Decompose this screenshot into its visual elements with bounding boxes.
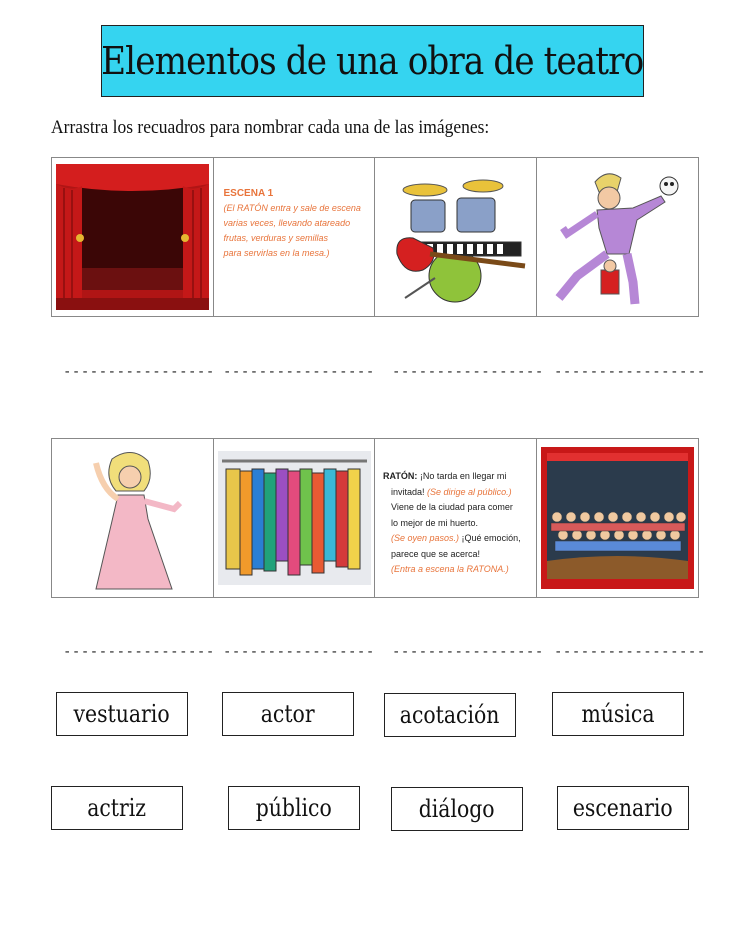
dialog-line: lo mejor de mi huerto. <box>391 517 479 528</box>
scene-text-cell <box>214 158 376 316</box>
word-tile-label: actriz <box>87 794 147 822</box>
image-row-2 <box>51 438 699 598</box>
dialog-line: Viene de la ciudad para comer <box>391 502 513 512</box>
stage-direction: (Entra a escena la RATONA.) <box>391 564 509 574</box>
dialog-text <box>383 469 521 578</box>
word-tile-label: actor <box>261 700 315 728</box>
word-tile-label: público <box>255 794 333 822</box>
image-row-1 <box>51 157 699 317</box>
dialog-line: parece que se acerca! <box>391 548 481 559</box>
costume-cell <box>214 439 376 597</box>
music-instruments-icon <box>375 158 536 316</box>
audience-cell <box>537 439 699 597</box>
word-tile-label: diálogo <box>419 795 495 823</box>
page-title: Elementos de una obra de teatro <box>101 39 644 83</box>
dialog-text-cell <box>375 439 537 597</box>
answer-blank[interactable]: ----------------- <box>223 364 375 380</box>
actor-icon <box>537 158 698 316</box>
word-tile-dialogo[interactable] <box>391 787 523 831</box>
dialog-line: ¡No tarda en llegar mi <box>417 471 507 481</box>
scene-line: (El RATÓN entra y sale de escena <box>223 203 361 213</box>
stage-cell <box>52 158 214 316</box>
word-tile-label: escenario <box>573 794 673 822</box>
actor-cell <box>537 158 699 316</box>
music-cell <box>375 158 537 316</box>
dialog-speaker: RATÓN: <box>383 471 418 481</box>
answer-blank[interactable]: ----------------- <box>223 644 375 660</box>
word-tile-actriz[interactable] <box>51 786 183 830</box>
scene-heading: ESCENA 1 <box>223 188 274 199</box>
scene-line: varias veces, llevando atareado <box>223 218 351 228</box>
answer-blanks-row-1 <box>51 364 706 384</box>
stage-curtain-icon <box>52 158 213 316</box>
scene-line: para servirlas en la mesa.) <box>223 248 330 258</box>
answer-blank[interactable]: ----------------- <box>554 364 706 380</box>
word-tile-acotacion[interactable] <box>384 693 516 737</box>
instructions: Arrastra los recuadros para nombrar cada una de las imágenes: <box>51 117 490 138</box>
answer-blank[interactable]: ----------------- <box>63 644 215 660</box>
word-tile-label: acotación <box>400 701 500 729</box>
answer-blank[interactable]: ----------------- <box>63 364 215 380</box>
title-banner <box>101 25 644 97</box>
costume-rack-icon <box>214 439 375 597</box>
word-tile-vestuario[interactable] <box>56 692 188 736</box>
answer-blanks-row-2 <box>51 644 706 664</box>
scene-text <box>224 186 361 261</box>
actress-cell <box>52 439 214 597</box>
answer-blank[interactable]: ----------------- <box>392 644 544 660</box>
stage-direction: (Se oyen pasos.) <box>391 533 460 543</box>
word-tile-actor[interactable] <box>222 692 354 736</box>
actress-icon <box>52 439 213 597</box>
word-tile-musica[interactable] <box>552 692 684 736</box>
dialog-line: ¡Qué emoción, <box>459 533 521 543</box>
scene-line: frutas, verduras y semillas <box>223 233 329 243</box>
word-tile-label: música <box>581 700 655 728</box>
answer-blank[interactable]: ----------------- <box>554 644 706 660</box>
stage-direction: (Se dirige al público.) <box>427 486 512 497</box>
word-tile-escenario[interactable] <box>557 786 689 830</box>
audience-icon <box>537 439 698 597</box>
dialog-line: invitada! <box>391 486 428 497</box>
answer-blank[interactable]: ----------------- <box>392 364 544 380</box>
word-tile-label: vestuario <box>73 700 171 728</box>
word-tile-publico[interactable] <box>228 786 360 830</box>
